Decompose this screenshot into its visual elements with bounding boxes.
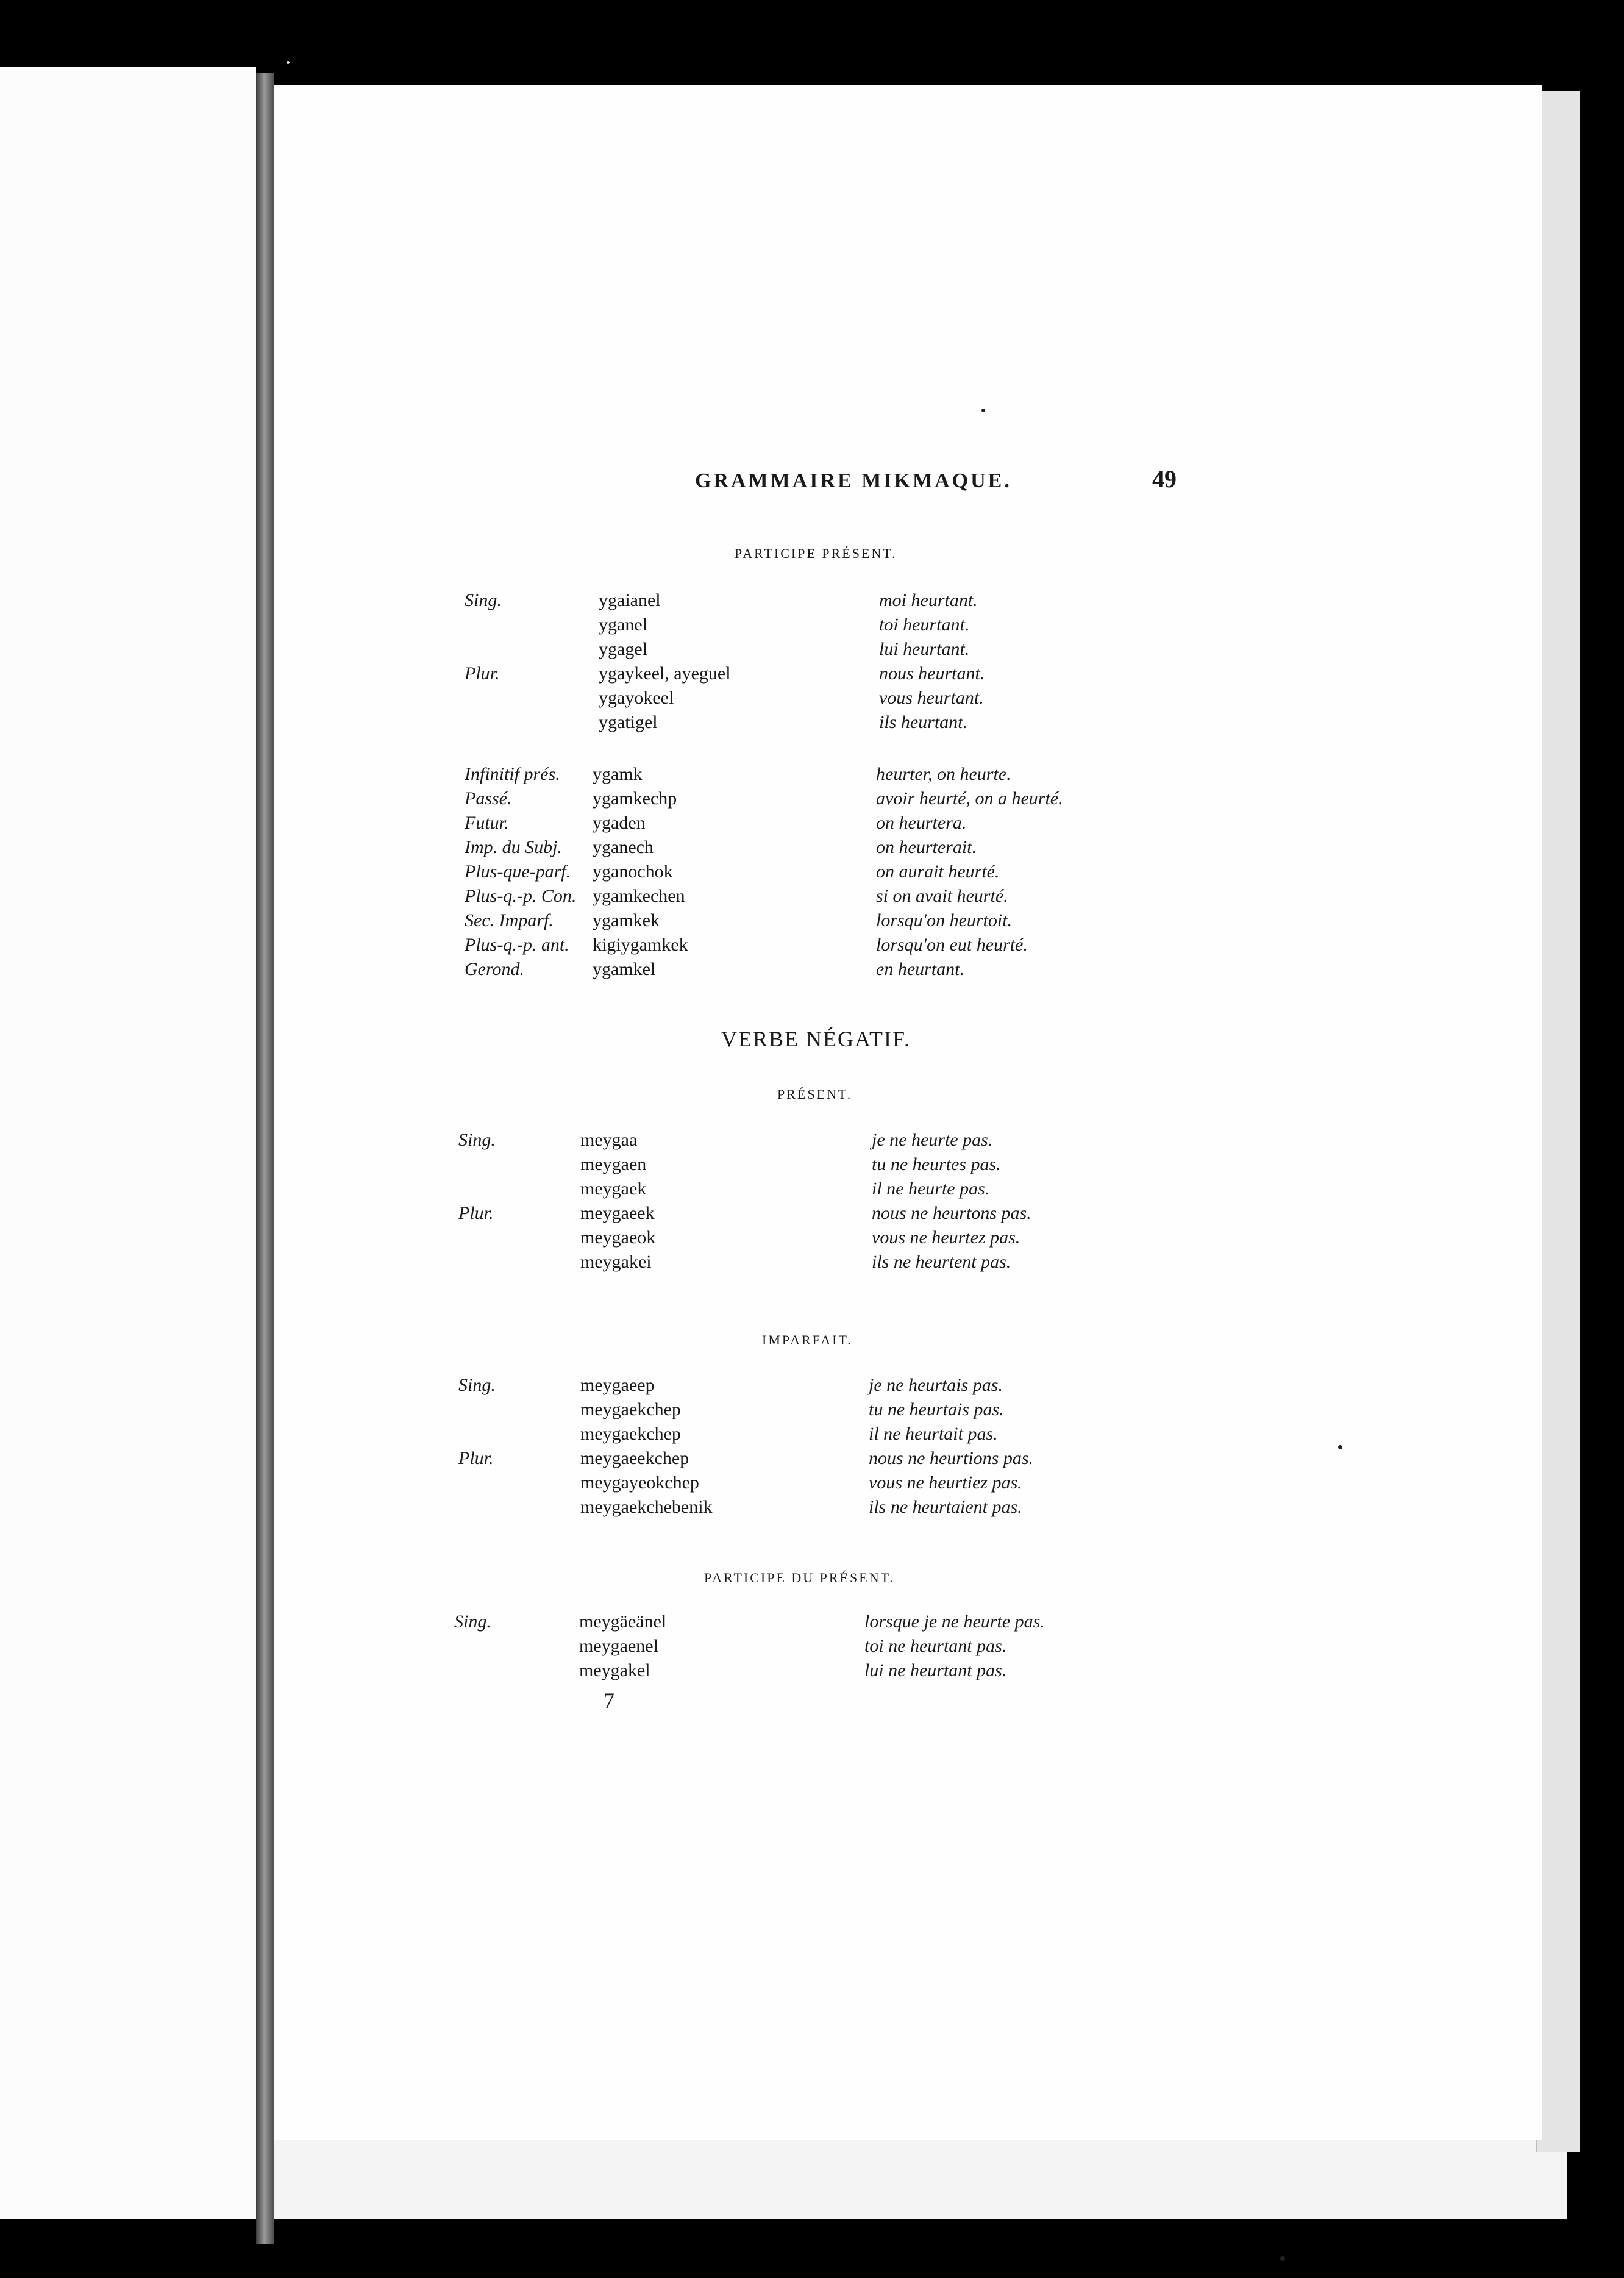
french-translation: vous ne heurtiez pas. [869, 1473, 1022, 1493]
mikmaq-form: meygäeänel [579, 1612, 667, 1632]
french-translation: vous heurtant. [879, 688, 984, 708]
row-label: Futur. [465, 813, 509, 833]
french-translation: tu ne heurtes pas. [872, 1154, 1001, 1174]
row-label: Sing. [458, 1375, 496, 1395]
row-label: Plus-que-parf. [465, 862, 571, 882]
french-translation: ils ne heurtaient pas. [869, 1497, 1022, 1517]
row-label: Plur. [458, 1448, 494, 1468]
row-label: Imp. du Subj. [465, 837, 562, 857]
scan-speck [287, 61, 290, 64]
mikmaq-form: ygamkel [593, 959, 656, 979]
french-translation: si on avait heurté. [876, 886, 1008, 906]
french-translation: lui ne heurtant pas. [864, 1660, 1007, 1680]
french-translation: lui heurtant. [879, 639, 970, 659]
mikmaq-form: meygaek [580, 1179, 647, 1199]
scan-speck [981, 409, 985, 412]
mikmaq-form: meygaekchebenik [580, 1497, 713, 1517]
mikmaq-form: meygaekchep [580, 1424, 681, 1444]
section-title-participe-present: PARTICIPE PRÉSENT. [735, 546, 897, 561]
row-label: Sec. Imparf. [465, 910, 554, 930]
mikmaq-form: ygagel [599, 639, 647, 659]
section-title-imparfait: IMPARFAIT. [762, 1332, 853, 1348]
french-translation: lorsqu'on heurtoit. [876, 910, 1013, 930]
scan-speck [1280, 2256, 1285, 2261]
french-translation: on heurtera. [876, 813, 967, 833]
mikmaq-form: meygaekchep [580, 1399, 681, 1419]
mikmaq-form: ygamkek [593, 910, 660, 930]
page-number: 49 [1152, 465, 1177, 493]
french-translation: nous ne heurtions pas. [869, 1448, 1033, 1468]
page-stack-edge [1536, 91, 1580, 2152]
book-spine [256, 73, 274, 2244]
row-label: Plur. [458, 1203, 494, 1223]
mikmaq-form: meygayeokchep [580, 1473, 699, 1493]
running-title: GRAMMAIRE MIKMAQUE. [695, 470, 1012, 492]
french-translation: nous heurtant. [879, 663, 985, 684]
french-translation: je ne heurtais pas. [869, 1375, 1003, 1395]
row-label: Plur. [465, 663, 500, 684]
mikmaq-form: meygakel [579, 1660, 650, 1680]
french-translation: vous ne heurtez pas. [872, 1227, 1020, 1248]
french-translation: lorsqu'on eut heurté. [876, 935, 1028, 955]
mikmaq-form: meygaeok [580, 1227, 656, 1248]
mikmaq-form: ygayokeel [599, 688, 674, 708]
mikmaq-form: meygaeek [580, 1203, 655, 1223]
signature-mark: 7 [604, 1688, 614, 1713]
scan-speck [1338, 1445, 1342, 1449]
mikmaq-form: ygamkechp [593, 788, 677, 809]
mikmaq-form: ygatigel [599, 712, 658, 732]
french-translation: lorsque je ne heurte pas. [864, 1612, 1045, 1632]
section-title-present: PRÉSENT. [777, 1087, 853, 1102]
mikmaq-form: ygaden [593, 813, 646, 833]
row-label: Passé. [465, 788, 512, 809]
french-translation: tu ne heurtais pas. [869, 1399, 1004, 1419]
mikmaq-form: yganech [593, 837, 654, 857]
mikmaq-form: meygakei [580, 1252, 652, 1272]
row-label: Infinitif prés. [465, 764, 560, 784]
mikmaq-form: ygaianel [599, 590, 661, 610]
french-translation: en heurtant. [876, 959, 964, 979]
verbe-negatif-title: VERBE NÉGATIF. [721, 1027, 911, 1051]
row-label: Plus-q.-p. Con. [465, 886, 577, 906]
french-translation: on aurait heurté. [876, 862, 1000, 882]
french-translation: moi heurtant. [879, 590, 978, 610]
row-label: Sing. [458, 1130, 496, 1150]
french-translation: ils heurtant. [879, 712, 968, 732]
french-translation: il ne heurte pas. [872, 1179, 990, 1199]
mikmaq-form: ygamkechen [593, 886, 685, 906]
book-page [274, 85, 1542, 2140]
mikmaq-form: ygamk [593, 764, 643, 784]
french-translation: avoir heurté, on a heurté. [876, 788, 1063, 809]
french-translation: heurter, on heurte. [876, 764, 1011, 784]
row-label: Plus-q.-p. ant. [465, 935, 569, 955]
french-translation: je ne heurte pas. [872, 1130, 993, 1150]
row-label: Sing. [465, 590, 502, 610]
row-label: Sing. [454, 1612, 491, 1632]
french-translation: ils ne heurtent pas. [872, 1252, 1011, 1272]
page-stack-bottom [274, 2134, 1567, 2219]
french-translation: il ne heurtait pas. [869, 1424, 998, 1444]
mikmaq-form: meygaenel [579, 1636, 658, 1656]
section-title-participe-du-present: PARTICIPE DU PRÉSENT. [704, 1570, 895, 1585]
french-translation: toi ne heurtant pas. [864, 1636, 1007, 1656]
mikmaq-form: ygaykeel, ayeguel [599, 663, 731, 684]
left-facing-page [0, 67, 256, 2219]
french-translation: toi heurtant. [879, 615, 970, 635]
mikmaq-form: kigiygamkek [593, 935, 688, 955]
row-label: Gerond. [465, 959, 525, 979]
french-translation: on heurterait. [876, 837, 977, 857]
mikmaq-form: meygaeekchep [580, 1448, 689, 1468]
mikmaq-form: yganochok [593, 862, 673, 882]
french-translation: nous ne heurtons pas. [872, 1203, 1031, 1223]
mikmaq-form: meygaen [580, 1154, 647, 1174]
mikmaq-form: meygaa [580, 1130, 638, 1150]
mikmaq-form: meygaeep [580, 1375, 655, 1395]
mikmaq-form: yganel [599, 615, 647, 635]
